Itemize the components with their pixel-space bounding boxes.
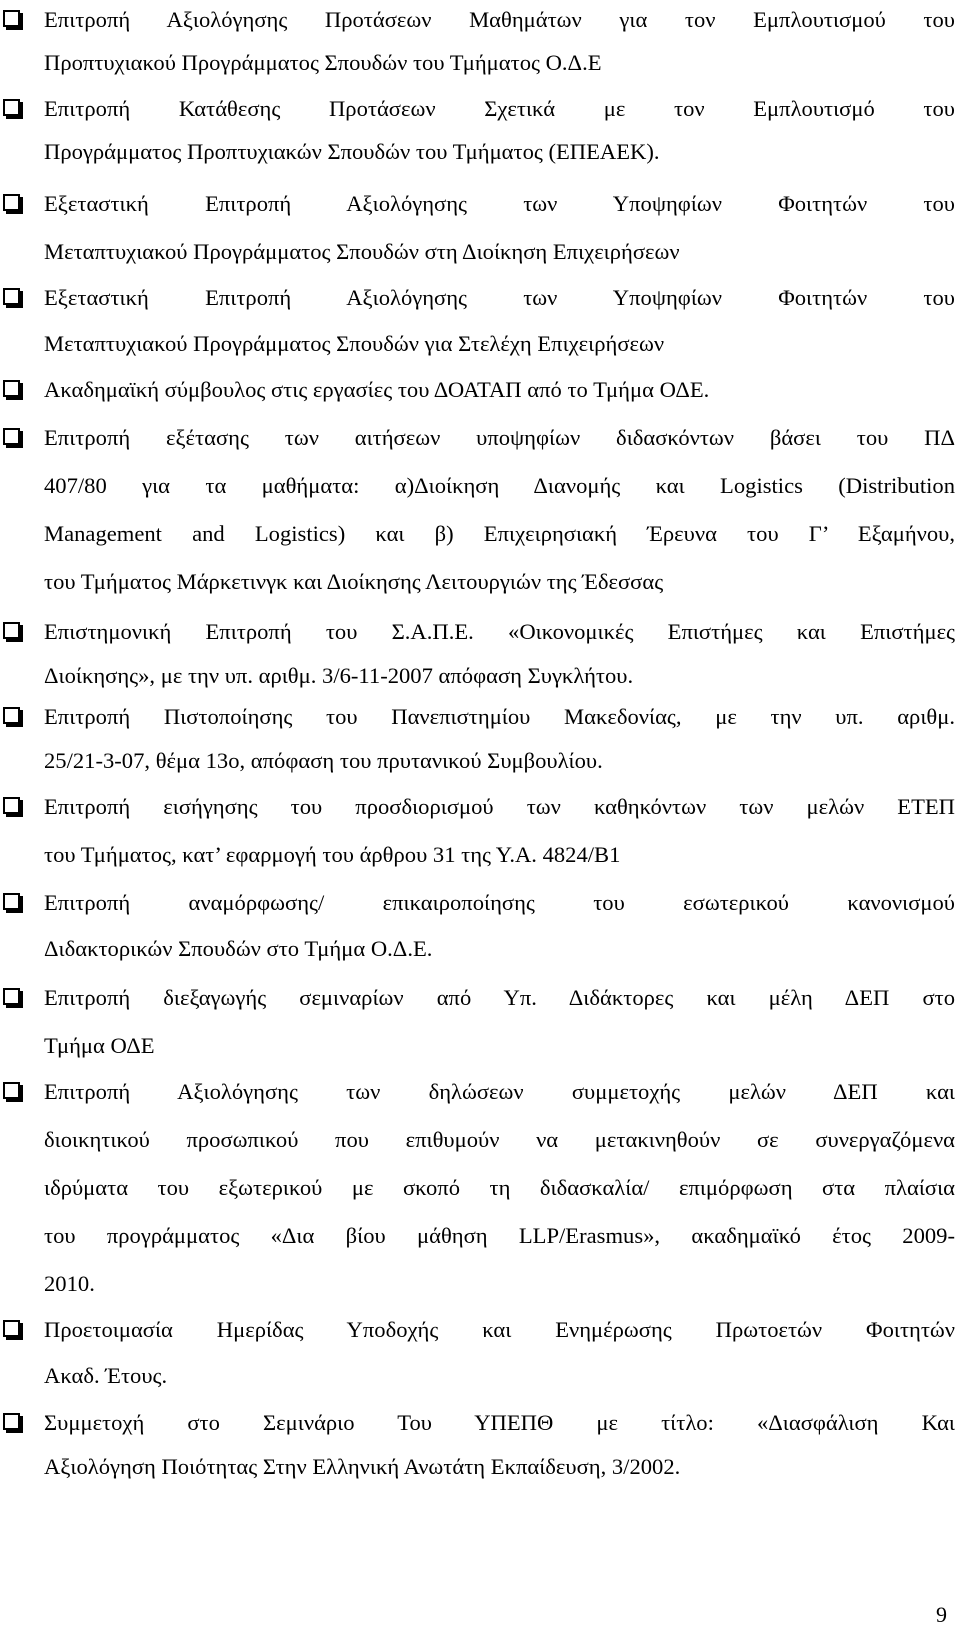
checkbox-bullet-icon: [3, 1413, 20, 1430]
list-item-line: 2010.: [44, 1271, 95, 1296]
checkbox-bullet-icon: [3, 1082, 20, 1099]
list-item-line: 407/80 για τα μαθήματα: α)Διοίκηση Διανομής και Logistics (Distribution: [44, 473, 955, 498]
list-item-line: Διδακτορικών Σπουδών στο Τμήμα Ο.Δ.Ε.: [44, 936, 433, 961]
checkbox-bullet-icon: [3, 797, 20, 814]
checkbox-bullet-icon: [3, 99, 20, 116]
list-item-line: Συμμετοχή στο Σεμινάριο Του ΥΠΕΠΘ με τίτλο: «Διασφάλιση Και: [44, 1410, 955, 1435]
list-item-line: Επιτροπή Πιστοποίησης του Πανεπιστημίου Μακεδονίας, με την υπ. αριθμ.: [44, 704, 955, 729]
list-item-line: 25/21-3-07, θέμα 13ο, απόφαση του πρυτανικού Συμβουλίου.: [44, 748, 603, 773]
list-item-line: Επιτροπή εξέτασης των αιτήσεων υποψηφίων διδασκόντων βάσει του ΠΔ: [44, 425, 955, 450]
checkbox-bullet-icon: [3, 707, 20, 724]
list-item-line: Επιτροπή διεξαγωγής σεμιναρίων από Υπ. Διδάκτορες και μέλη ΔΕΠ στο: [44, 985, 955, 1010]
list-item-line: Επιστημονική Επιτροπή του Σ.Α.Π.Ε. «Οικονομικές Επιστήμες και Επιστήμες: [44, 619, 955, 644]
page-number: 9: [936, 1602, 947, 1627]
list-item-line: Ακαδημαϊκή σύμβουλος στις εργασίες του ΔΟΑΤΑΠ από το Τμήμα ΟΔΕ.: [44, 377, 710, 402]
list-item-line: Επιτροπή αναμόρφωσης/ επικαιροποίησης του εσωτερικού κανονισμού: [44, 890, 955, 915]
list-item-line: του προγράμματος «Δια βίου μάθηση LLP/Erasmus», ακαδημαϊκό έτος 2009-: [44, 1223, 955, 1248]
list-item-line: Management and Logistics) και β) Επιχειρησιακή Έρευνα του Γ’ Εξαμήνου,: [44, 521, 955, 546]
list-item-line: Εξεταστική Επιτροπή Αξιολόγησης των Υποψηφίων Φοιτητών του: [44, 285, 955, 310]
list-item-line: Διοίκησης», με την υπ. αριθμ. 3/6-11-2007 απόφαση Συγκλήτου.: [44, 663, 634, 688]
list-item-line: Προπτυχιακού Προγράμματος Σπουδών του Τμήματος Ο.Δ.Ε: [44, 50, 602, 75]
list-item-line: Επιτροπή Αξιολόγησης των δηλώσεων συμμετοχής μελών ΔΕΠ και: [44, 1079, 955, 1104]
list-item-line: του Τμήματος Μάρκετινγκ και Διοίκησης Λειτουργιών της Έδεσσας: [44, 569, 664, 594]
checkbox-bullet-icon: [3, 10, 20, 27]
checkbox-bullet-icon: [3, 1320, 20, 1337]
checkbox-bullet-icon: [3, 428, 20, 445]
list-item-line: Μεταπτυχιακού Προγράμματος Σπουδών στη Διοίκηση Επιχειρήσεων: [44, 239, 680, 264]
list-item-line: ιδρύματα του εξωτερικού με σκοπό τη διδασκαλία/ επιμόρφωση στα πλαίσια: [44, 1175, 955, 1200]
list-item-line: Αξιολόγηση Ποιότητας Στην Ελληνική Ανωτάτη Εκπαίδευση, 3/2002.: [44, 1454, 681, 1479]
checkbox-bullet-icon: [3, 622, 20, 639]
checkbox-bullet-icon: [3, 194, 20, 211]
list-item-line: του Τμήματος, κατ’ εφαρμογή του άρθρου 31 της Υ.Α. 4824/Β1: [44, 842, 621, 867]
list-item-line: διοικητικού προσωπικού που επιθυμούν να μετακινηθούν σε συνεργαζόμενα: [44, 1127, 955, 1152]
list-item-line: Μεταπτυχιακού Προγράμματος Σπουδών για Στελέχη Επιχειρήσεων: [44, 331, 665, 356]
list-item-line: Προγράμματος Προπτυχιακών Σπουδών του Τμήματος (ΕΠΕΑΕΚ).: [44, 139, 660, 164]
list-item-line: Προετοιμασία Ημερίδας Υποδοχής και Ενημέρωσης Πρωτοετών Φοιτητών: [44, 1317, 955, 1342]
checkbox-bullet-icon: [3, 380, 20, 397]
list-item-line: Εξεταστική Επιτροπή Αξιολόγησης των Υποψηφίων Φοιτητών του: [44, 191, 955, 216]
list-item-line: Τμήμα ΟΔΕ: [44, 1033, 155, 1058]
list-item-line: Επιτροπή εισήγησης του προσδιορισμού των καθηκόντων των μελών ΕΤΕΠ: [44, 794, 955, 819]
list-item-line: Επιτροπή Αξιολόγησης Προτάσεων Μαθημάτων για τον Εμπλουτισμού του: [44, 7, 955, 32]
list-item-line: Ακαδ. Έτους.: [44, 1363, 168, 1388]
checkbox-bullet-icon: [3, 893, 20, 910]
list-item-line: Επιτροπή Κατάθεσης Προτάσεων Σχετικά με τον Εμπλουτισμό του: [44, 96, 955, 121]
checkbox-bullet-icon: [3, 288, 20, 305]
checkbox-bullet-icon: [3, 988, 20, 1005]
